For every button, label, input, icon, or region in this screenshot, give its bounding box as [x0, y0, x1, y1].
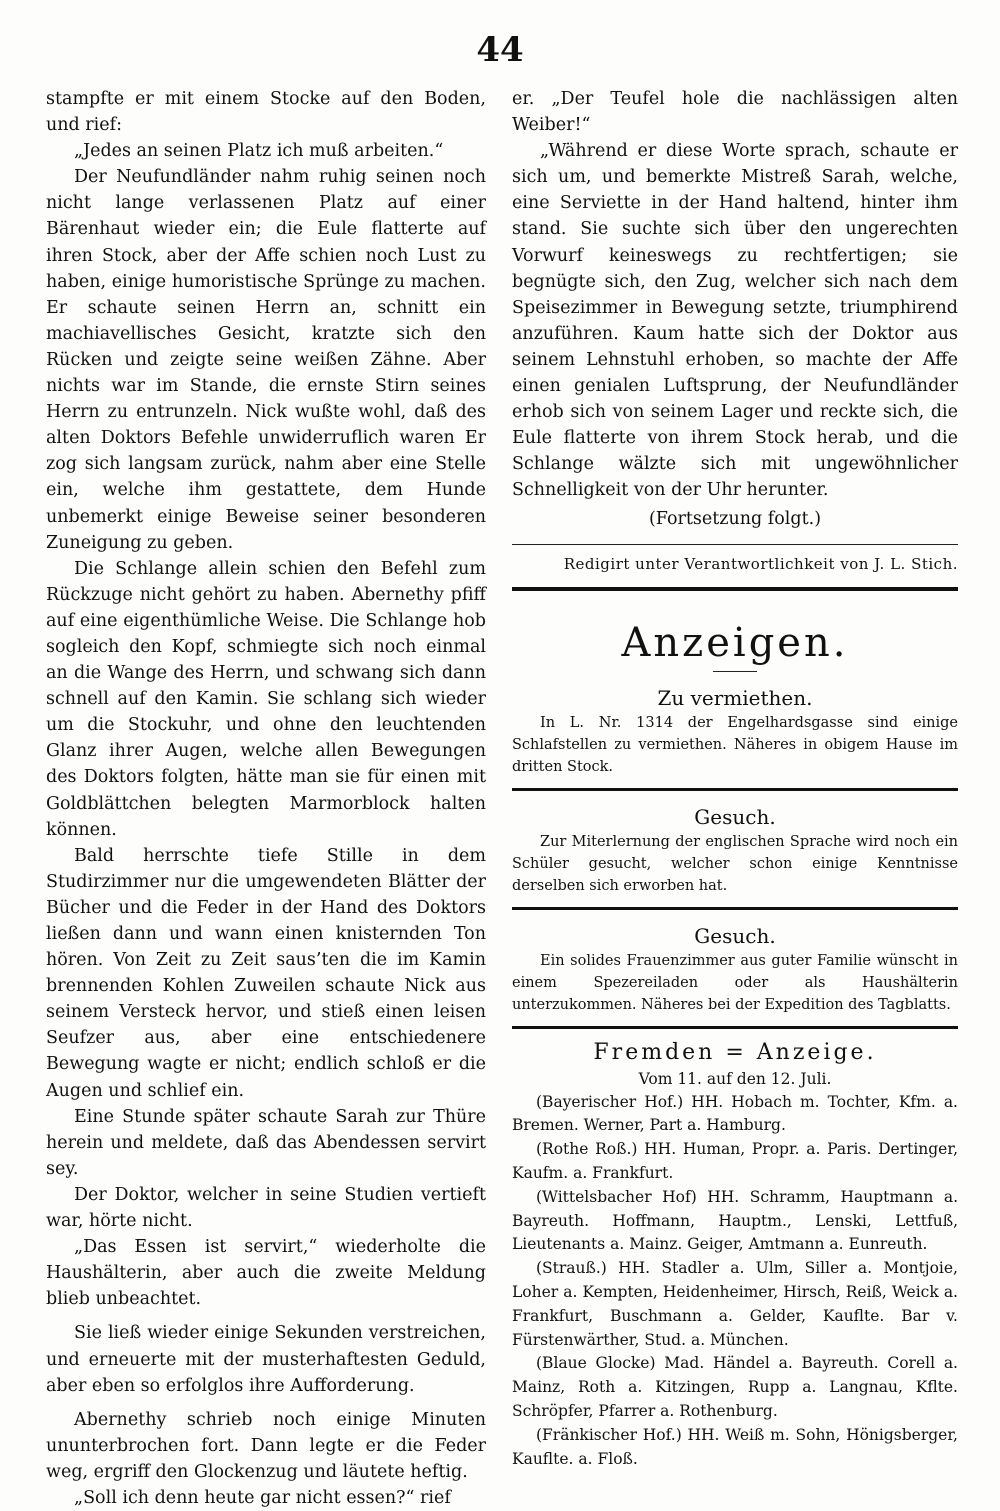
divider: [512, 788, 958, 791]
paragraph: Sie ließ wieder einige Sekunden verstreichen, und erneuerte mit der musterhaftesten Geduld, aber eben so erfolglos ihre Aufforderung.: [46, 1323, 486, 1396]
paragraph: stampfte er mit einem Stocke auf den Boden, und rief:: [46, 89, 486, 136]
divider: [713, 671, 757, 672]
list-item: (Strauß.) HH. Stadler a. Ulm, Siller a. Montjoie, Loher a. Kempten, Heidenheimer, Hirsch, Reiß, Weick a. Frankfurt, Buschmann a. Gelder, Kauflte. Bar v. Fürstenwärther, Stud. a. München.: [512, 1259, 958, 1349]
ad-text: Zur Miterlernung der englischen Sprache wird noch ein Schüler gesucht, welcher schon einige Kenntnisse derselben sich erworben hat.: [512, 833, 958, 894]
ad-text: Ein solides Frauenzimmer aus guter Familie wünscht in einem Spezereiladen oder als Haushälterin unterzukommen. Näheres bei der Expedition des Tagblatts.: [512, 952, 958, 1013]
fremden-date: Vom 11. auf den 12. Juli.: [638, 1069, 832, 1088]
paragraph: Der Neufundländer nahm ruhig seinen noch nicht lange verlassenen Platz auf einer Bärenhaut wieder ein; die Eule flatterte auf ihren Stock, aber der Affe schien noch Lust zu haben, einige humoristische Sprünge zu machen. Er schaute seinen Herrn an, schnitt ein machiavellisches Gesicht, kratzte sich den Rücken und zeigte seine weißen Zähne. Aber nichts war im Stande, die ernste Stirn seines Herrn zu entrunzeln. Nick wußte wohl, daß des alten Doktors Befehle unwiderruflich waren Er zog sich langsam zurück, nahm aber eine Stelle ein, welche ihm gestattete, dem Hunde unbemerkt einige Beweise seiner besonderen Zuneigung zu geben.: [46, 167, 486, 553]
paragraph: „Das Essen ist servirt,“ wiederholte die Haushälterin, aber auch die zweite Meldung blieb unbeachtet.: [46, 1237, 486, 1310]
divider: [512, 587, 958, 591]
anzeigen-title: Anzeigen.: [621, 619, 849, 666]
divider: [512, 1026, 958, 1029]
editor-line: Redigirt unter Verantwortlichkeit von J. L. Stich.: [563, 554, 958, 573]
ad-heading: Zu vermiethen.: [657, 685, 813, 710]
paragraph: Abernethy schrieb noch einige Minuten ununterbrochen fort. Dann legte er die Feder weg, ergriff den Glockenzug und läutete heftig.: [46, 1409, 486, 1482]
fremden-list: [512, 1091, 958, 1472]
ad-heading: Gesuch.: [694, 923, 776, 948]
paragraph: Eine Stunde später schaute Sarah zur Thüre herein und meldete, daß das Abendessen servirt sey.: [46, 1106, 486, 1179]
divider: [512, 544, 958, 545]
paragraph: Der Doktor, welcher in seine Studien vertieft war, hörte nicht.: [46, 1184, 486, 1232]
list-item: (Bayerischer Hof.) HH. Hobach m. Tochter, Kfm. a. Bremen. Werner, Part a. Hamburg.: [512, 1092, 958, 1135]
list-item: (Rothe Roß.) HH. Human, Propr. a. Paris. Dertinger, Kaufm. a. Frankfurt.: [512, 1140, 958, 1183]
paragraph: er. „Der Teufel hole die nachlässigen alten Weiber!“: [512, 89, 958, 136]
fremden-heading: Fremden = Anzeige.: [593, 1039, 877, 1065]
left-column: [46, 86, 486, 1511]
list-item: (Blaue Glocke) Mad. Händel a. Bayreuth. Corell a. Mainz, Roth a. Kitzingen, Rupp a. Langnau, Kflte. Schröpfer, Pfarrer a. Rothenburg.: [512, 1354, 958, 1421]
right-column: [512, 86, 958, 1471]
ad-text: In L. Nr. 1314 der Engelhardsgasse sind einige Schlafstellen zu vermiethen. Näheres in obigem Hause im dritten Stock.: [512, 714, 958, 775]
paragraph: „Soll ich denn heute gar nicht essen?“ rief: [74, 1487, 451, 1508]
list-item: (Fränkischer Hof.) HH. Weiß m. Sohn, Hönigsberger, Kauflte. a. Floß.: [512, 1425, 958, 1468]
page-number: 44: [476, 30, 524, 70]
divider: [512, 907, 958, 910]
list-item: (Wittelsbacher Hof) HH. Schramm, Hauptmann a. Bayreuth. Hoffmann, Hauptm., Lenski, Lettfuß, Lieutenants a. Mainz. Geiger, Amtmann a. Eunreuth.: [512, 1187, 958, 1254]
paragraph: Bald herrschte tiefe Stille in dem Studirzimmer nur die umgewendeten Blätter der Bücher und die Feder in der Hand des Doktors ließen dann und wann einen knisternden Ton hören. Von Zeit zu Zeit saus’ten die im Kamin brennenden Kohlen Zuweilen schaute Nick aus seinem Versteck hervor, und stieß einen leisen Seufzer aus, aber eine entschiedenere Bewegung wagte er nicht; endlich schloß er die Augen und schlief ein.: [46, 845, 486, 1101]
paragraph: „Jedes an seinen Platz ich muß arbeiten.“: [74, 141, 444, 162]
continuation-note: (Fortsetzung folgt.): [648, 508, 822, 529]
ad-heading: Gesuch.: [694, 804, 776, 829]
paragraph: Die Schlange allein schien den Befehl zum Rückzuge nicht gehört zu haben. Abernethy pfiff auf eine eigenthümliche Weise. Die Schlange hob sogleich den Kopf, schmiegte sich noch einmal an die Wange des Herrn, und schwang sich dann schnell auf den Kamin. Sie schlang sich wieder um die Stockuhr, und ohne den leuchtenden Glanz ihrer Augen, welche allen Bewegungen des Doktors folgten, hätte man sie für einen mit Goldblättchen belegten Marmorblock halten können.: [46, 558, 486, 840]
paragraph: „Während er diese Worte sprach, schaute er sich um, und bemerkte Mistreß Sarah, welche, eine Serviette in der Hand haltend, hinter ihm stand. Sie suchte sich über den ungerechten Vorwurf keineswegs zu rechtfertigen; sie begnügte sich, den Zug, welcher sich nach dem Speisezimmer in Bewegung setzte, triumphirend anzuführen. Kaum hatte sich der Doktor aus seinem Lehnstuhl erhoben, so machte der Affe einen genialen Luftsprung, der Neufundländer erhob sich von seinem Lager und reckte sich, die Eule flatterte von ihrem Stock herab, und die Schlange wälzte sich mit ungewöhnlicher Schnelligkeit von der Uhr herunter.: [512, 141, 958, 501]
